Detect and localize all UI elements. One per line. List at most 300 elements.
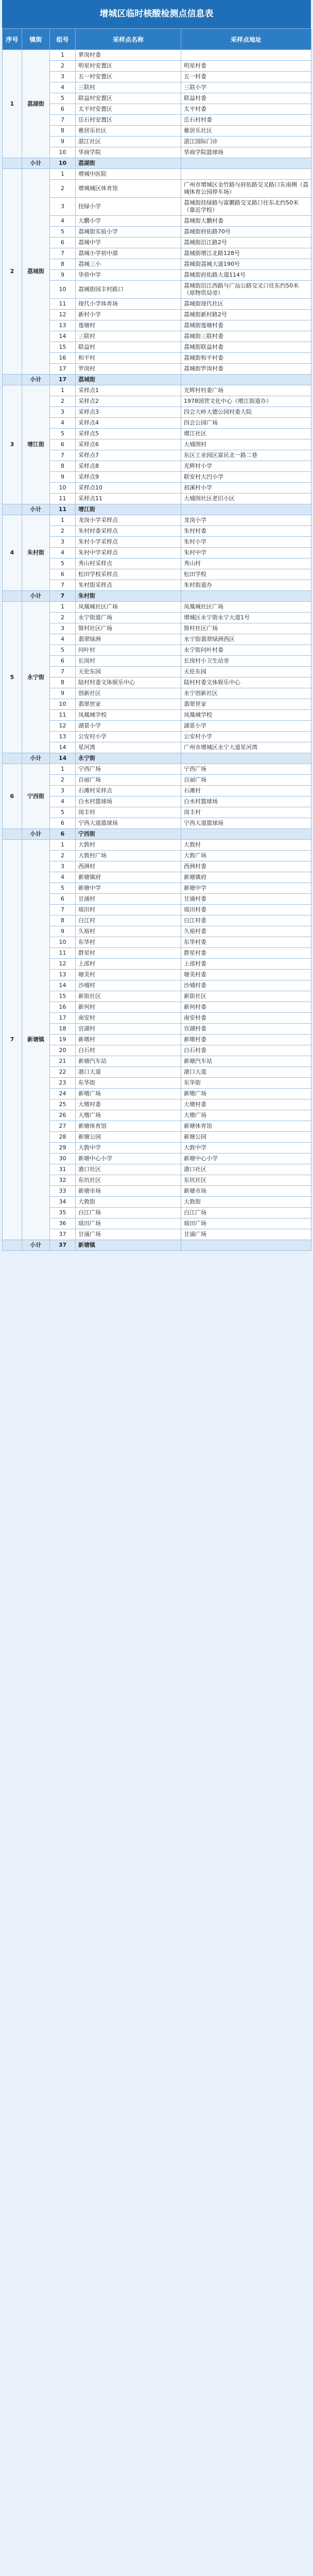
group-cell: 7 (50, 450, 76, 461)
subtotal-address-cell (181, 753, 311, 764)
site-address-cell: 新塘汽车站 (181, 1056, 311, 1067)
group-cell: 19 (50, 1035, 76, 1045)
seq-cell: 1 (3, 50, 22, 158)
site-name-cell: 采样点1 (76, 385, 181, 396)
site-address-cell: 官湖村委 (181, 1024, 311, 1035)
table-row (3, 515, 311, 526)
site-address-cell: 大敦村 (181, 840, 311, 851)
site-name-cell: 甘涌广场 (76, 1229, 181, 1240)
group-cell: 28 (50, 1132, 76, 1143)
town-cell: 新塘镇 (22, 840, 50, 1240)
group-cell: 6 (50, 894, 76, 905)
town-cell: 荔湖街 (22, 50, 50, 158)
site-name-cell: 港口大道 (76, 1067, 181, 1078)
site-address-cell: 凤凰城学校 (181, 710, 311, 721)
site-name-cell: 朱村街采样点 (76, 580, 181, 591)
site-address-cell: 大埔围村 (181, 439, 311, 450)
subtotal-count-cell: 17 (50, 375, 76, 385)
site-name-cell: 荔城小学初中部 (76, 248, 181, 259)
site-address-cell: 荔城街府佑路大道114号 (181, 270, 311, 281)
site-name-cell: 创新社区 (76, 688, 181, 699)
site-address-cell: 光辉村村委广场 (181, 385, 311, 396)
subtotal-row (3, 1240, 311, 1251)
site-address-cell: 简村社区广场 (181, 623, 311, 634)
site-name-cell: 大墩广场 (76, 1110, 181, 1121)
site-address-cell: 朱村小学 (181, 537, 311, 548)
site-name-cell: 采样点9 (76, 472, 181, 483)
site-name-cell: 五一村安置区 (76, 72, 181, 82)
site-name-cell: 新村小学 (76, 310, 181, 320)
site-address-cell: 南安村委 (181, 1013, 311, 1024)
site-address-cell: 公安村小学 (181, 732, 311, 742)
group-cell: 34 (50, 1197, 76, 1208)
group-cell: 2 (50, 851, 76, 861)
group-cell: 37 (50, 1229, 76, 1240)
site-address-cell: 宁西广场 (181, 764, 311, 775)
page (0, 0, 313, 1251)
subtotal-seq-cell (3, 591, 22, 602)
site-name-cell: 天伦东园 (76, 667, 181, 677)
group-cell: 1 (50, 385, 76, 396)
site-name-cell: 联益村安置区 (76, 93, 181, 104)
site-address-cell: 四会大岭大德公园村委大院 (181, 407, 311, 418)
group-cell: 4 (50, 82, 76, 93)
group-cell: 4 (50, 796, 76, 807)
subtotal-name-cell: 宁西街 (76, 829, 181, 840)
group-cell: 7 (50, 248, 76, 259)
subtotal-label-cell: 小计 (22, 1240, 50, 1251)
site-address-cell: 港口大道 (181, 1067, 311, 1078)
site-name-cell: 三联村 (76, 331, 181, 342)
group-cell: 9 (50, 926, 76, 937)
site-name-cell: 湛江社区 (76, 137, 181, 147)
site-address-cell: 联安村大凹小学 (181, 472, 311, 483)
site-address-cell: 白石村委 (181, 1045, 311, 1056)
site-address-cell: 凤凰城社区广场 (181, 602, 311, 613)
site-name-cell: 莲塘村 (76, 320, 181, 331)
site-name-cell: 新塘中心小学 (76, 1154, 181, 1164)
group-cell: 4 (50, 548, 76, 558)
site-address-cell: 久裕村委 (181, 926, 311, 937)
site-address-cell: 朱村村委 (181, 526, 311, 537)
group-cell: 11 (50, 948, 76, 959)
group-cell: 35 (50, 1208, 76, 1218)
site-name-cell: 新何村 (76, 1002, 181, 1013)
group-cell: 6 (50, 104, 76, 115)
site-name-cell: 大敦街 (76, 1197, 181, 1208)
site-name-cell: 雅居乐社区 (76, 126, 181, 137)
group-cell: 4 (50, 872, 76, 883)
site-address-cell: 东坑社区 (181, 1175, 311, 1186)
site-name-cell: 翡翠世家 (76, 699, 181, 710)
site-address-cell: 上邵村委 (181, 959, 311, 970)
group-cell: 8 (50, 677, 76, 688)
site-address-cell: 太平村委 (181, 104, 311, 115)
site-name-cell: 罗岗村 (76, 364, 181, 375)
group-cell: 4 (50, 216, 76, 227)
group-cell: 18 (50, 1024, 76, 1035)
site-address-cell: 明星村委 (181, 61, 311, 72)
table-body (3, 50, 311, 1251)
site-address-cell: 瑶田村委 (181, 905, 311, 916)
site-name-cell: 朱村小学采样点 (76, 537, 181, 548)
site-address-cell: 光辉村小学 (181, 461, 311, 472)
site-name-cell: 大鹏小学 (76, 216, 181, 227)
site-name-cell: 大敦村广场 (76, 851, 181, 861)
subtotal-seq-cell (3, 753, 22, 764)
site-name-cell: 问叶村 (76, 645, 181, 656)
group-cell: 16 (50, 353, 76, 364)
site-name-cell: 白江广场 (76, 1208, 181, 1218)
group-cell: 22 (50, 1067, 76, 1078)
site-address-cell: 永宁街翡翠绿洲西区 (181, 634, 311, 645)
site-name-cell: 朱村村委采样点 (76, 526, 181, 537)
subtotal-address-cell (181, 158, 311, 169)
seq-cell: 2 (3, 169, 22, 375)
site-name-cell: 新墩广场 (76, 1089, 181, 1099)
site-name-cell: 岳石村安置区 (76, 115, 181, 126)
site-name-cell: 华侨中学 (76, 270, 181, 281)
table-row (3, 385, 311, 396)
group-cell: 2 (50, 613, 76, 623)
group-cell: 9 (50, 688, 76, 699)
site-address-cell: 新何村委 (181, 1002, 311, 1013)
town-cell: 荔城街 (22, 169, 50, 375)
subtotal-seq-cell (3, 375, 22, 385)
group-cell: 1 (50, 764, 76, 775)
subtotal-count-cell: 14 (50, 753, 76, 764)
group-cell: 32 (50, 1175, 76, 1186)
table-row (3, 764, 311, 775)
site-name-cell: 西洲村 (76, 861, 181, 872)
site-address-cell: 五一村委 (181, 72, 311, 82)
subtotal-count-cell: 7 (50, 591, 76, 602)
site-address-cell: 荔城街大鹏村委 (181, 216, 311, 227)
group-cell: 2 (50, 775, 76, 786)
group-cell: 5 (50, 93, 76, 104)
subtotal-label-cell: 小计 (22, 504, 50, 515)
group-cell: 3 (50, 786, 76, 796)
site-name-cell: 秀山村采样点 (76, 558, 181, 569)
site-address-cell: 甘涌村委 (181, 894, 311, 905)
site-name-cell: 上邵村 (76, 959, 181, 970)
site-name-cell: 公安村小学 (76, 732, 181, 742)
site-address-cell: 西洲村委 (181, 861, 311, 872)
subtotal-name-cell: 荔城街 (76, 375, 181, 385)
site-address-cell: 湖景小学 (181, 721, 311, 732)
group-cell: 2 (50, 396, 76, 407)
site-address-cell: 荔城街府佑路70号 (181, 227, 311, 238)
group-cell: 13 (50, 970, 76, 980)
site-address-cell: 新塘市场 (181, 1186, 311, 1197)
site-name-cell: 简村社区广场 (76, 623, 181, 634)
group-cell: 7 (50, 115, 76, 126)
site-address-cell: 白江广场 (181, 1208, 311, 1218)
site-name-cell: 长岗村 (76, 656, 181, 667)
site-address-cell: 四会公园广场 (181, 418, 311, 429)
group-cell: 33 (50, 1186, 76, 1197)
site-name-cell: 宁西广场 (76, 764, 181, 775)
site-name-cell: 星河湾 (76, 742, 181, 753)
site-name-cell: 塘美村 (76, 970, 181, 980)
subtotal-label-cell: 小计 (22, 591, 50, 602)
site-address-cell: 翡翠世家 (181, 699, 311, 710)
table-title: 增城区临时核酸检测点信息表 (2, 0, 311, 28)
subtotal-name-cell: 增江街 (76, 504, 181, 515)
subtotal-count-cell: 11 (50, 504, 76, 515)
site-name-cell: 松田学校采样点 (76, 569, 181, 580)
site-address-cell: 大敦中学 (181, 1143, 311, 1154)
group-cell: 3 (50, 623, 76, 634)
group-cell: 21 (50, 1056, 76, 1067)
site-name-cell: 新街社区 (76, 991, 181, 1002)
group-cell: 2 (50, 526, 76, 537)
group-cell: 1 (50, 515, 76, 526)
subtotal-address-cell (181, 504, 311, 515)
site-name-cell: 东坑社区 (76, 1175, 181, 1186)
site-address-cell: 白水村篮球场 (181, 796, 311, 807)
site-address-cell: 东华街 (181, 1078, 311, 1089)
subtotal-row (3, 504, 311, 515)
group-cell: 15 (50, 342, 76, 353)
group-cell: 8 (50, 259, 76, 270)
site-name-cell: 白石村 (76, 1045, 181, 1056)
group-cell: 12 (50, 310, 76, 320)
group-cell: 5 (50, 227, 76, 238)
site-address-cell: 新塘中心小学 (181, 1154, 311, 1164)
site-address-cell: 湛江国际门诊 (181, 137, 311, 147)
group-cell: 13 (50, 320, 76, 331)
site-name-cell: 采样点4 (76, 418, 181, 429)
group-cell: 13 (50, 732, 76, 742)
site-name-cell: 南安村 (76, 1013, 181, 1024)
site-address-cell: 东华村委 (181, 937, 311, 948)
site-address-cell: 广州市增城区金竹路与府佑路交叉路口东南侧（荔城体育公园停车场） (181, 180, 311, 198)
site-address-cell: 岗丰村 (181, 807, 311, 818)
group-cell: 7 (50, 905, 76, 916)
site-address-cell: 1978国营文化中心（增江街道办） (181, 396, 311, 407)
group-cell: 11 (50, 494, 76, 504)
town-cell: 永宁街 (22, 602, 50, 753)
site-address-cell: 秀山村 (181, 558, 311, 569)
site-address-cell: 塘美村委 (181, 970, 311, 980)
site-address-cell: 松田学校 (181, 569, 311, 580)
site-address-cell: 天伦东园 (181, 667, 311, 677)
header-seq: 序号 (3, 29, 22, 50)
group-cell: 12 (50, 959, 76, 970)
group-cell: 17 (50, 364, 76, 375)
group-cell: 23 (50, 1078, 76, 1089)
group-cell: 1 (50, 602, 76, 613)
group-cell: 8 (50, 126, 76, 137)
site-address-cell: 朱村中学 (181, 548, 311, 558)
group-cell: 9 (50, 270, 76, 281)
site-name-cell: 华商学院 (76, 147, 181, 158)
group-cell: 12 (50, 721, 76, 732)
town-cell: 增江街 (22, 385, 50, 504)
header-site-name: 采样点名称 (76, 29, 181, 50)
site-name-cell: 甘涌村 (76, 894, 181, 905)
site-name-cell: 凤凰城社区广场 (76, 602, 181, 613)
site-name-cell: 东华村 (76, 937, 181, 948)
table-row (3, 602, 311, 613)
seq-cell: 6 (3, 764, 22, 829)
seq-cell: 4 (3, 515, 22, 591)
subtotal-row (3, 158, 311, 169)
site-name-cell: 瑶田村 (76, 905, 181, 916)
group-cell: 9 (50, 472, 76, 483)
group-cell: 1 (50, 50, 76, 61)
site-name-cell: 明星村安置区 (76, 61, 181, 72)
site-address-cell: 荔城街挂绿路与富鹏路交叉路口往东北约50米（靠近学校） (181, 198, 311, 216)
subtotal-name-cell: 朱村街 (76, 591, 181, 602)
group-cell: 10 (50, 147, 76, 158)
site-address-cell (181, 169, 311, 180)
subtotal-count-cell: 37 (50, 1240, 76, 1251)
site-address-cell: 龙岗小学 (181, 515, 311, 526)
group-cell: 3 (50, 537, 76, 548)
site-address-cell: 荔城街联益村委 (181, 342, 311, 353)
site-name-cell: 港口社区 (76, 1164, 181, 1175)
site-address-cell: 初溪村小学 (181, 483, 311, 494)
site-name-cell: 新塘体育馆 (76, 1121, 181, 1132)
group-cell: 30 (50, 1154, 76, 1164)
site-name-cell: 大墩村委 (76, 1099, 181, 1110)
site-address-cell: 荔城街荔城大道190号 (181, 259, 311, 270)
site-address-cell: 三联小学 (181, 82, 311, 93)
group-cell: 6 (50, 818, 76, 829)
header-group: 组号 (50, 29, 76, 50)
subtotal-row (3, 829, 311, 840)
site-address-cell: 新塘中学 (181, 883, 311, 894)
group-cell: 5 (50, 645, 76, 656)
group-cell: 14 (50, 331, 76, 342)
site-address-cell: 瑶田广场 (181, 1218, 311, 1229)
header-site-address: 采样点地址 (181, 29, 311, 50)
site-name-cell: 三联村 (76, 82, 181, 93)
site-name-cell: 龙岗小学采样点 (76, 515, 181, 526)
site-address-cell: 岳石村村委 (181, 115, 311, 126)
group-cell: 5 (50, 429, 76, 439)
group-cell: 3 (50, 407, 76, 418)
group-cell: 31 (50, 1164, 76, 1175)
site-name-cell: 永宁街道广场 (76, 613, 181, 623)
site-address-cell: 大墩广场 (181, 1110, 311, 1121)
site-address-cell: 新墩广场 (181, 1089, 311, 1099)
site-name-cell: 新塘镇府 (76, 872, 181, 883)
group-cell: 10 (50, 937, 76, 948)
subtotal-label-cell: 小计 (22, 829, 50, 840)
group-cell: 4 (50, 634, 76, 645)
group-cell: 6 (50, 569, 76, 580)
site-name-cell: 宁西大道篮球场 (76, 818, 181, 829)
group-cell: 15 (50, 991, 76, 1002)
site-name-cell: 东华街 (76, 1078, 181, 1089)
site-address-cell: 宁西大道篮球场 (181, 818, 311, 829)
table-row (3, 840, 311, 851)
group-cell: 17 (50, 1013, 76, 1024)
subtotal-label-cell: 小计 (22, 375, 50, 385)
site-name-cell: 采样点3 (76, 407, 181, 418)
site-address-cell: 荔城街莲塘村委 (181, 320, 311, 331)
sampling-sites-table (2, 28, 311, 1251)
site-address-cell: 新塘公园 (181, 1132, 311, 1143)
site-name-cell: 和平村 (76, 353, 181, 364)
group-cell: 1 (50, 840, 76, 851)
site-name-cell: 萝岗村委 (76, 50, 181, 61)
group-cell: 7 (50, 580, 76, 591)
site-address-cell: 增江社区 (181, 429, 311, 439)
group-cell: 20 (50, 1045, 76, 1056)
town-cell: 朱村街 (22, 515, 50, 591)
site-name-cell: 白水村篮球场 (76, 796, 181, 807)
group-cell: 29 (50, 1143, 76, 1154)
site-address-cell: 广州市增城区永宁大道星河湾 (181, 742, 311, 753)
site-name-cell: 采样点11 (76, 494, 181, 504)
group-cell: 16 (50, 1002, 76, 1013)
subtotal-address-cell (181, 375, 311, 385)
site-address-cell: 联益村委 (181, 93, 311, 104)
site-name-cell: 百丽广场 (76, 775, 181, 786)
subtotal-name-cell: 新塘镇 (76, 1240, 181, 1251)
group-cell: 10 (50, 699, 76, 710)
site-name-cell: 凤凰城学校 (76, 710, 181, 721)
site-address-cell: 荔城街增江北路128号 (181, 248, 311, 259)
group-cell: 2 (50, 61, 76, 72)
site-name-cell: 现代小学体育场 (76, 299, 181, 310)
subtotal-row (3, 591, 311, 602)
site-name-cell: 增城中医院 (76, 169, 181, 180)
site-name-cell: 联益村 (76, 342, 181, 353)
site-address-cell: 荔城街三联村委 (181, 331, 311, 342)
group-cell: 11 (50, 710, 76, 721)
group-cell: 3 (50, 861, 76, 872)
subtotal-label-cell: 小计 (22, 753, 50, 764)
group-cell: 4 (50, 418, 76, 429)
site-address-cell: 新墩村委 (181, 1035, 311, 1045)
group-cell: 11 (50, 299, 76, 310)
site-name-cell: 群星村 (76, 948, 181, 959)
site-address-cell: 华商学院篮球场 (181, 147, 311, 158)
site-address-cell: 百丽广场 (181, 775, 311, 786)
subtotal-address-cell (181, 829, 311, 840)
site-address-cell: 荔城街沿江西路与广汕公路交叉口往东约50米（原物资局旁） (181, 281, 311, 299)
site-name-cell: 采样点6 (76, 439, 181, 450)
site-address-cell: 长岗村小卫生站旁 (181, 656, 311, 667)
site-name-cell: 荔城中学 (76, 238, 181, 248)
subtotal-seq-cell (3, 829, 22, 840)
group-cell: 5 (50, 558, 76, 569)
site-name-cell: 岗丰村 (76, 807, 181, 818)
site-address-cell: 荔城街罗岗村委 (181, 364, 311, 375)
subtotal-address-cell (181, 1240, 311, 1251)
site-name-cell: 湖景小学 (76, 721, 181, 732)
group-cell: 1 (50, 169, 76, 180)
site-name-cell: 太平村安置区 (76, 104, 181, 115)
site-address-cell: 港口社区 (181, 1164, 311, 1175)
site-address-cell: 新塘镇府 (181, 872, 311, 883)
site-name-cell: 翡翠绿洲 (76, 634, 181, 645)
group-cell: 6 (50, 656, 76, 667)
site-name-cell: 瑶田广场 (76, 1218, 181, 1229)
group-cell: 3 (50, 72, 76, 82)
site-address-cell: 东区工业园区富民北一路二巷 (181, 450, 311, 461)
site-name-cell: 采样点8 (76, 461, 181, 472)
subtotal-row (3, 753, 311, 764)
site-name-cell: 增城城区体育馆 (76, 180, 181, 198)
subtotal-row (3, 375, 311, 385)
subtotal-seq-cell (3, 1240, 22, 1251)
